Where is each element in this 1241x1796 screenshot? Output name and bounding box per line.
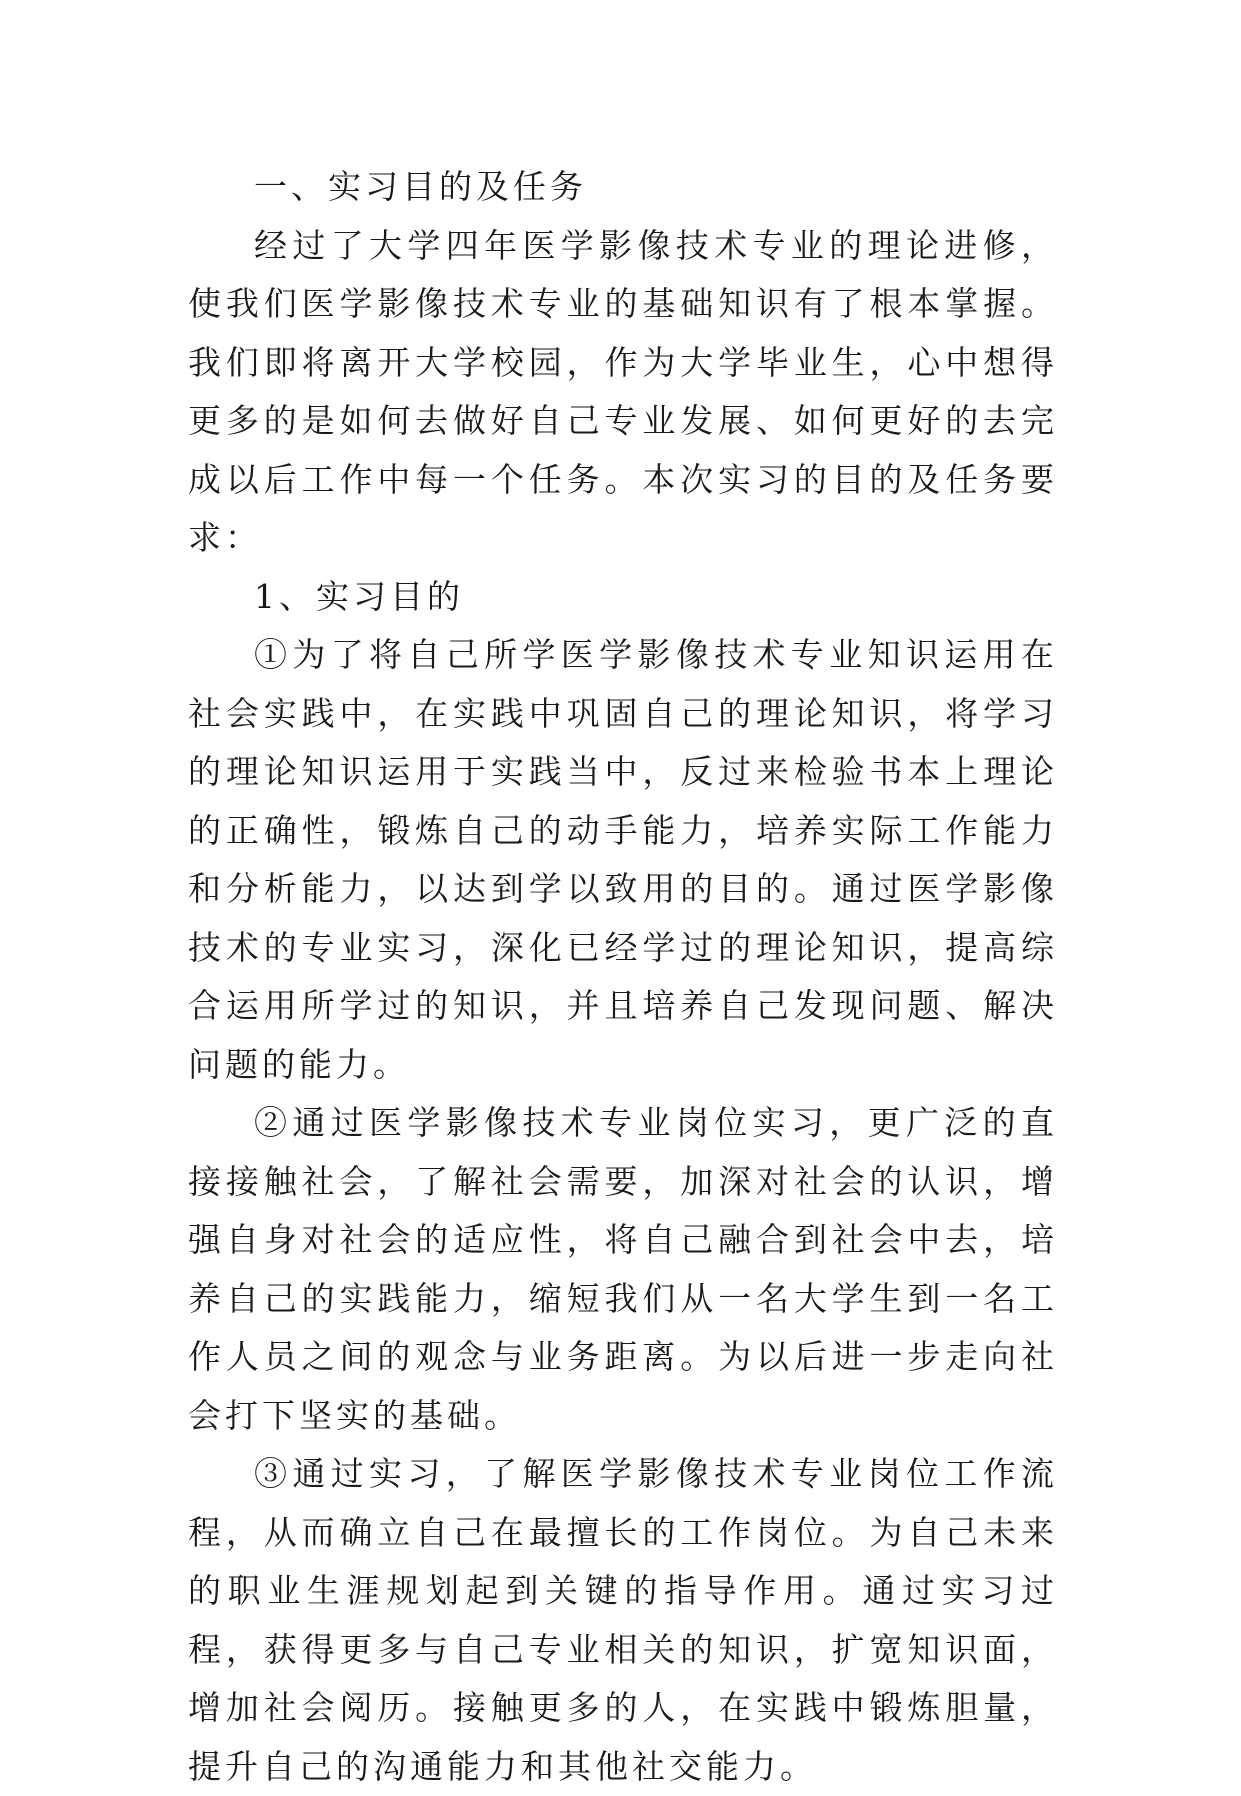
- purpose-paragraph-1: ①为了将自己所学医学影像技术专业知识运用在社会实践中，在实践中巩固自己的理论知识，将学习的理论知识运用于实践当中，反过来检验书本上理论的正确性，锻炼自己的动手能力，培养实际工作能力和分析能力，以达到学以致用的目的。通过医学影像技术的专业实习，深化已经学过的理论知识，提高综合运用所学过的知识，并且培养自己发现问题、解决问题的能力。: [188, 635, 1058, 1084]
- intro-paragraph: 经过了大学四年医学影像技术专业的理论进修，使我们医学影像技术专业的基础知识有了根本掌握。我们即将离开大学校园，作为大学毕业生，心中想得更多的是如何去做好自己专业发展、如何更好的去完成以后工作中每一个任务。本次实习的目的及任务要求：: [188, 225, 1058, 557]
- section-heading: 一、实习目的及任务: [254, 167, 587, 206]
- purpose-paragraph-3: ③通过实习，了解医学影像技术专业岗位工作流程，从而确立自己在最擅长的工作岗位。为自己未来的职业生涯规划起到关键的指导作用。通过实习过程，获得更多与自己专业相关的知识，扩宽知识面，增加社会阅历。接触更多的人，在实践中锻炼胆量，提升自己的沟通能力和其他社交能力。: [188, 1454, 1058, 1786]
- document-body: [188, 158, 1058, 1796]
- purpose-paragraph-2: ②通过医学影像技术专业岗位实习，更广泛的直接接触社会，了解社会需要，加深对社会的认识，增强自身对社会的适应性，将自己融合到社会中去，培养自己的实践能力，缩短我们从一名大学生到一名工作人员之间的观念与业务距离。为以后进一步走向社会打下坚实的基础。: [188, 1103, 1058, 1435]
- subsection-heading: 1、实习目的: [254, 576, 464, 616]
